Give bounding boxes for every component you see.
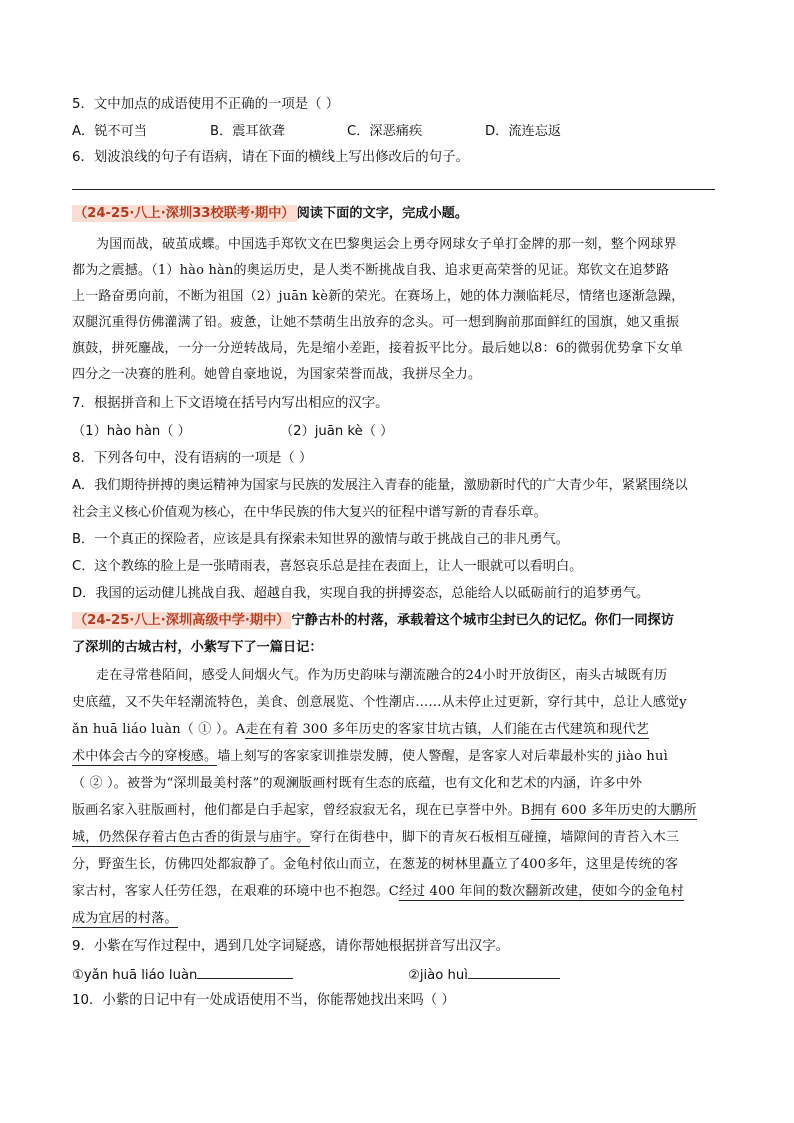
section-lead: 阅读下面的文字，完成小题。	[296, 206, 469, 221]
q7-item-1: （1）hào hàn（ ）	[72, 424, 191, 439]
passage-1-line: 上一路奋勇向前，不断为祖国（2）juān kè新的荣光。在赛场上，她的体力濒临耗尽，情绪也逐渐急躁，	[72, 289, 685, 304]
diary-line	[72, 830, 679, 846]
wavy-underlined-sentence-c: 成为宜居的村落。	[72, 911, 178, 926]
question-10-stem: 10．小紫的日记中有一处成语使用不当，你能帮她找出来吗（ ）	[72, 993, 455, 1008]
wavy-underlined-sentence-a: 走在有着 300 多年历史的客家甘坑古镇，人们能在古代建筑和现代艺	[245, 722, 650, 737]
section-lead: 宁静古朴的村落，承载着这个城市尘封已久的记忆。你们一同探访	[291, 613, 674, 628]
question-6-stem: 6．划波浪线的句子有语病，请在下面的横线上写出修改后的句子。	[72, 150, 469, 165]
section-lead-cont: 了深圳的古城古村，小紫写下了一篇日记：	[72, 640, 323, 655]
question-9-stem: 9．小紫在写作过程中，遇到几处字词疑惑，请你帮她根据拼音写出汉字。	[72, 939, 510, 954]
answer-line	[72, 189, 715, 190]
q8-option-a-cont: 社会主义核心价值观为核心，在中华民族的伟大复兴的征程中谱写新的青春乐章。	[72, 505, 547, 520]
pinyin-prompt: ②jiào huì	[408, 968, 468, 983]
diary-text: 家古村，客家人任劳任怨，在艰难的环境中也不抱怨。C	[72, 884, 399, 899]
diary-line	[72, 722, 649, 738]
diary-line: 分，野蛮生长，仿佛四处都寂静了。金龟村依山而立，在葱茏的树林里矗立了400多年，这里是传统的客	[72, 857, 679, 872]
q5-option-c: C．深恶痛疾	[347, 124, 423, 139]
diary-line	[72, 911, 178, 927]
passage-1-line: 为国而战，破茧成蝶。中国选手郑钦文在巴黎奥运会上勇夺网球女子单打金牌的那一刻，整个网球界	[96, 237, 677, 252]
diary-text: ǎn huā liáo luàn（ ① ）。A	[72, 722, 246, 737]
diary-line: （ ② ）。被誉为“深圳最美村落”的观澜版画村既有生态的底蕴，也有文化和艺术的内涵，许多中外	[72, 776, 643, 791]
wavy-underlined-sentence-b: 拥有 600 多年历史的大鹏所	[530, 803, 697, 818]
diary-line: 走在寻常巷陌间，感受人间烟火气。作为历史韵味与潮流融合的24小时开放街区，南头古城既有历	[96, 668, 668, 683]
pinyin-prompt: ①yǎn huā liáo luàn	[72, 968, 198, 983]
source-tag: （24-25·八上·深圳高级中学·期中）	[74, 613, 290, 628]
question-5-stem: 5．文中加点的成语使用不正确的一项是（ ）	[72, 97, 340, 112]
wavy-underlined-sentence-c: 经过 400 年间的数次翻新改建，使如今的金龟村	[398, 884, 684, 899]
diary-line	[72, 884, 684, 900]
diary-text: 版画名家入驻版画村，他们都是白手起家，曾经寂寂无名，现在已享誉中外。B	[72, 803, 531, 818]
q7-item-2: （2）juān kè（ ）	[280, 424, 394, 439]
q8-option-a: A．我们期待拼搏的奥运精神为国家与民族的发展注入青春的能量，激励新时代的广大青少年，紧紧围绕以	[72, 478, 688, 493]
q5-option-a: A．锐不可当	[72, 124, 147, 139]
passage-1-line: 四分之一决赛的胜利。她曾自豪地说，为国家荣誉而战，我拼尽全力。	[72, 367, 482, 382]
q5-option-d: D．流连忘返	[485, 124, 562, 139]
diary-line: 史底蕴，又不失年轻潮流特色，美食、创意展览、个性潮店……从未停止过更新，穿行其中，总让人感觉y	[72, 695, 687, 710]
q8-option-d: D．我国的运动健儿挑战自我、超越自我，实现自我的拼搏姿态，总能给人以砥砺前行的追梦勇气。	[72, 586, 650, 601]
answer-blank[interactable]	[197, 966, 293, 979]
diary-line	[72, 749, 668, 765]
section-1-heading	[72, 206, 468, 222]
q8-option-c: C．这个教练的脸上是一张晴雨表，喜怒哀乐总是挂在表面上，让人一眼就可以看明白。	[72, 559, 583, 574]
diary-text: 穿行在街巷中，脚下的青灰石板相互碰撞，墙隙间的青苔入木三	[309, 830, 680, 845]
passage-1-line: 都为之震撼。（1）hào hàn的奥运历史，是人类不断挑战自我、追求更高荣誉的见证。郑钦文在追梦路	[72, 263, 670, 278]
q9-item-1	[72, 966, 293, 984]
diary-line	[72, 803, 697, 819]
section-2-heading	[72, 613, 674, 629]
question-8-stem: 8．下列各句中，没有语病的一项是（ ）	[72, 451, 313, 466]
answer-blank[interactable]	[468, 966, 560, 979]
wavy-underlined-sentence-a: 术中体会古今的穿梭感。	[72, 749, 218, 764]
q5-option-b: B．震耳欲聋	[210, 124, 285, 139]
wavy-underlined-sentence-b: 城，仍然保存着古色古香的街景与庙宇。	[72, 830, 310, 845]
passage-1-line: 旗鼓，拼死鏖战，一分一分逆转战局，先是缩小差距，接着扳平比分。最后她以8：6的微弱优势拿下女单	[72, 341, 683, 356]
q9-item-2	[408, 966, 560, 984]
q8-option-b: B．一个真正的探险者，应该是具有探索未知世界的激情与敢于挑战自己的非凡勇气。	[72, 532, 569, 547]
source-tag: （24-25·八上·深圳33校联考·期中）	[74, 206, 295, 221]
question-7-stem: 7．根据拼音和上下文语境在括号内写出相应的汉字。	[72, 396, 389, 411]
diary-text: 墙上刻写的客家家训推崇发膊，使人警醒，是客家人对后辈最朴实的 jiào huì	[217, 749, 668, 764]
passage-1-line: 双腿沉重得仿佛灌满了铅。疲惫，让她不禁萌生出放弃的念头。可一想到胸前那面鲜红的国旗，她又重振	[72, 315, 680, 330]
